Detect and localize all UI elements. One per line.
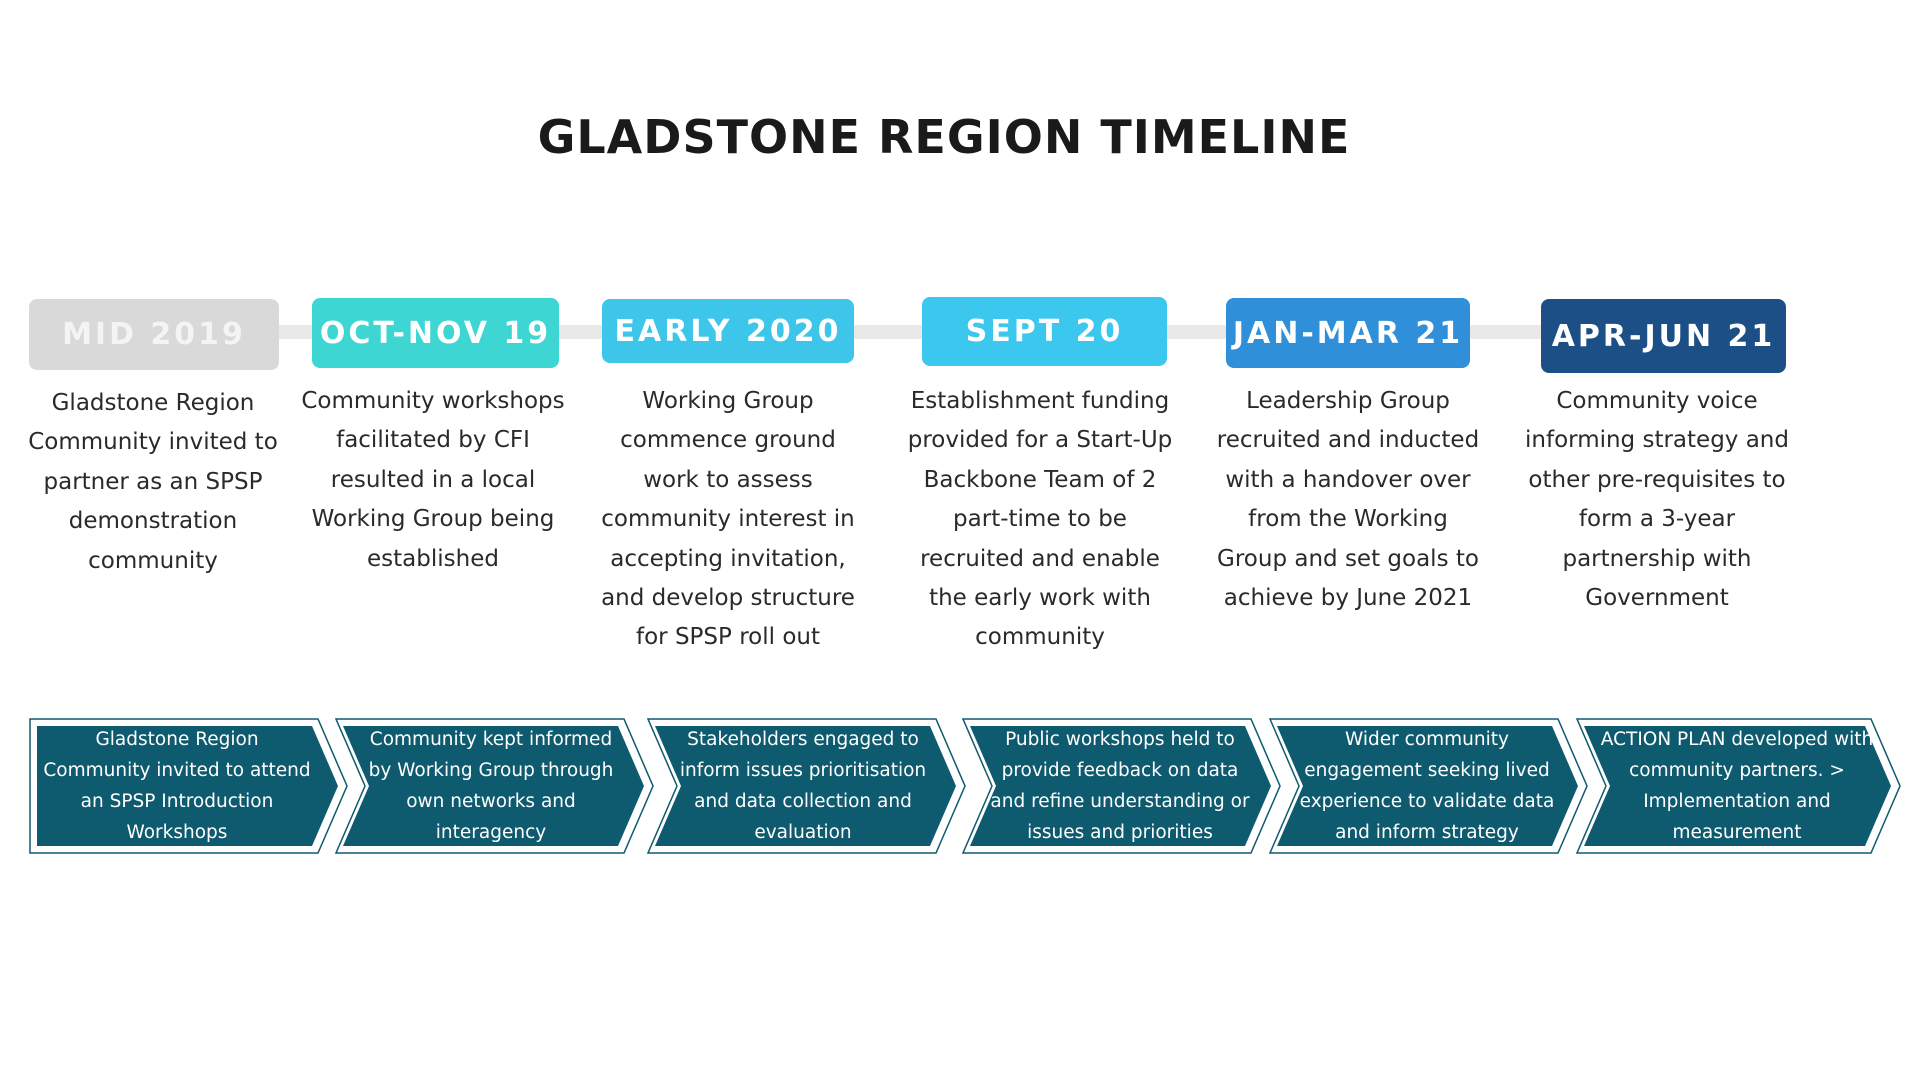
milestone-date-oct-nov-19: OCT-NOV 19 [312,298,559,368]
process-step-1 [29,718,349,854]
milestone-date-early-2020: EARLY 2020 [602,299,854,363]
milestone-description-apr-jun-21: Community voice informing strategy and other pre-requisites to form a 3-year partnership with Government [1525,388,1789,612]
milestone-date-mid-2019: MID 2019 [29,299,279,370]
page-title: GLADSTONE REGION TIMELINE [537,110,1351,164]
process-step-text: Public workshops held to provide feedback on data and refine understanding or issues and priorities [990,729,1250,843]
milestone-description-oct-nov-19: Community workshops facilitated by CFI resulted in a local Working Group being established [301,388,565,572]
process-step-3 [647,718,967,854]
milestone-description-mid-2019: Gladstone Region Community invited to partner as an SPSP demonstration community [28,390,278,574]
milestone-description-early-2020: Working Group commence ground work to assess community interest in accepting invitation, and develop structure for SPSP roll out [601,388,855,651]
process-step-5 [1269,718,1589,854]
process-step-text: Community kept informed by Working Group through own networks and interagency [368,729,614,843]
process-step-2 [335,718,655,854]
process-step-text: Gladstone Region Community invited to attend an SPSP Introduction Workshops [43,729,311,843]
milestone-description-sept-20: Establishment funding provided for a Start-Up Backbone Team of 2 part-time to be recruited and enable the early work with community [907,388,1173,651]
process-step-4 [962,718,1282,854]
milestone-date-apr-jun-21: APR-JUN 21 [1541,299,1786,373]
process-step-6 [1576,718,1902,854]
process-step-text: ACTION PLAN developed with community partners. > Implementation and measurement [1600,729,1874,843]
milestone-date-sept-20: SEPT 20 [922,297,1167,366]
process-step-text: Wider community engagement seeking lived experience to validate data and inform strategy [1299,729,1555,843]
milestone-date-jan-mar-21: JAN-MAR 21 [1226,298,1470,368]
milestone-description-jan-mar-21: Leadership Group recruited and inducted with a handover over from the Working Group and set goals to achieve by June 2021 [1216,388,1480,612]
process-step-text: Stakeholders engaged to inform issues prioritisation and data collection and evaluation [679,729,927,843]
